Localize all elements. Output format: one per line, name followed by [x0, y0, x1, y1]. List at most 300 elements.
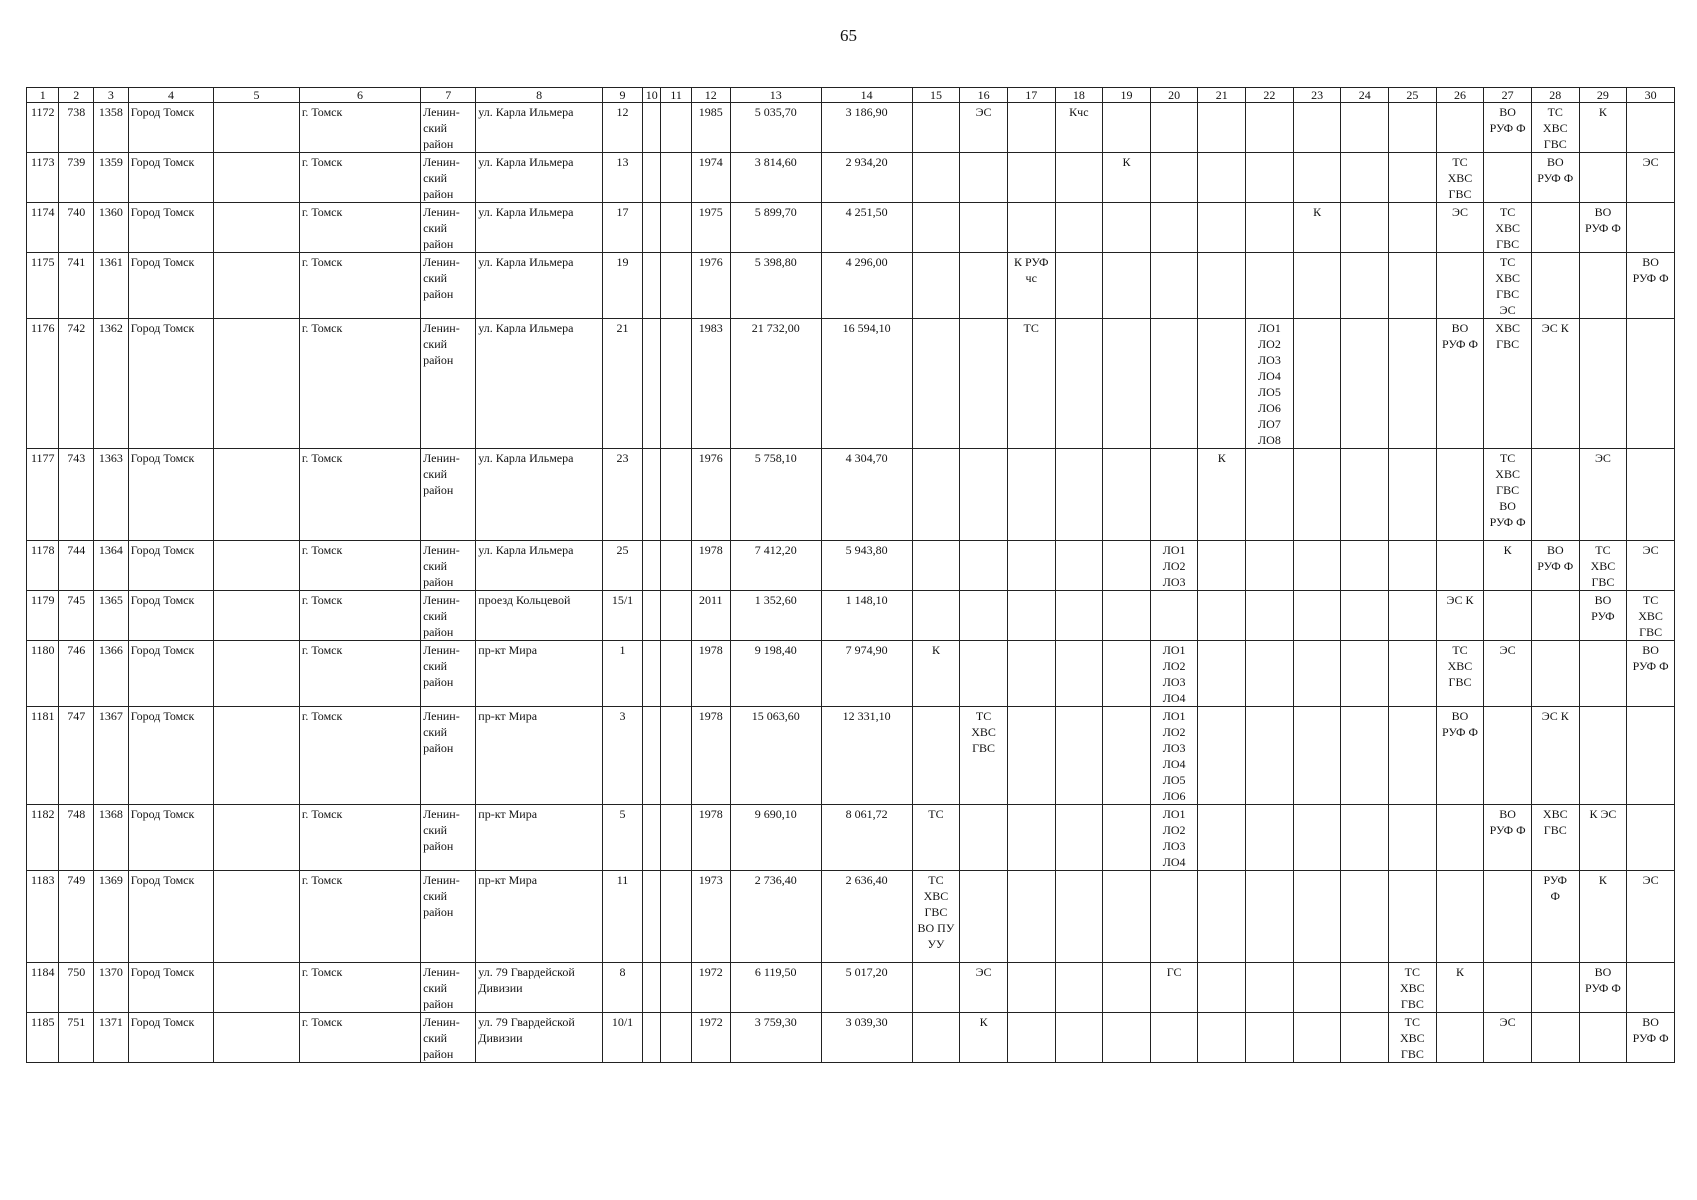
table-cell-col-7: Ленин- ский район	[421, 871, 476, 963]
table-cell-col-26	[1436, 541, 1484, 591]
table-cell-col-6: г. Томск	[299, 203, 420, 253]
table-cell-col-15: ТС ХВС ГВС ВО ПУ УУ	[912, 871, 960, 963]
table-cell-col-21	[1198, 541, 1246, 591]
table-cell-col-20: ЛО1 ЛО2 ЛО3 ЛО4	[1150, 805, 1198, 871]
table-cell-col-11	[661, 591, 691, 641]
table-cell-col-12: 1974	[691, 153, 730, 203]
table-cell-col-5	[214, 449, 300, 541]
table-cell-col-30	[1627, 103, 1675, 153]
table-cell-col-16: ЭС	[960, 963, 1008, 1013]
table-cell-col-7: Ленин- ский район	[421, 203, 476, 253]
table-cell-col-1: 1181	[27, 707, 59, 805]
table-cell-col-12: 1985	[691, 103, 730, 153]
table-cell-col-16	[960, 253, 1008, 319]
table-cell-col-27: ВО РУФ Ф	[1484, 805, 1532, 871]
table-cell-col-23	[1293, 541, 1341, 591]
table-cell-col-4: Город Томск	[128, 203, 214, 253]
table-cell-col-23	[1293, 449, 1341, 541]
table-cell-col-24	[1341, 1013, 1389, 1063]
table-cell-col-10	[643, 319, 661, 449]
column-header-8: 8	[476, 88, 603, 103]
table-cell-col-11	[661, 871, 691, 963]
table-cell-col-1: 1182	[27, 805, 59, 871]
table-cell-col-22	[1246, 203, 1294, 253]
table-cell-col-5	[214, 805, 300, 871]
table-cell-col-2: 738	[59, 103, 94, 153]
table-cell-col-10	[643, 641, 661, 707]
table-cell-col-21: К	[1198, 449, 1246, 541]
table-cell-col-22	[1246, 963, 1294, 1013]
table-cell-col-30: ЭС	[1627, 871, 1675, 963]
table-cell-col-23	[1293, 641, 1341, 707]
table-cell-col-20	[1150, 153, 1198, 203]
table-cell-col-20	[1150, 591, 1198, 641]
table-cell-col-28: ВО РУФ Ф	[1531, 153, 1579, 203]
table-cell-col-4: Город Томск	[128, 319, 214, 449]
table-cell-col-3: 1363	[94, 449, 129, 541]
table-cell-col-6: г. Томск	[299, 641, 420, 707]
table-cell-col-21	[1198, 203, 1246, 253]
table-cell-col-8: пр-кт Мира	[476, 871, 603, 963]
table-cell-col-18: Кчс	[1055, 103, 1103, 153]
table-cell-col-3: 1366	[94, 641, 129, 707]
table-cell-col-6: г. Томск	[299, 1013, 420, 1063]
table-cell-col-30: ВО РУФ Ф	[1627, 1013, 1675, 1063]
table-cell-col-9: 5	[602, 805, 642, 871]
table-cell-col-5	[214, 871, 300, 963]
table-cell-col-23	[1293, 871, 1341, 963]
table-cell-col-4: Город Томск	[128, 153, 214, 203]
table-cell-col-6: г. Томск	[299, 449, 420, 541]
table-cell-col-29: ВО РУФ	[1579, 591, 1627, 641]
table-cell-col-30: ВО РУФ Ф	[1627, 253, 1675, 319]
table-cell-col-23	[1293, 805, 1341, 871]
table-cell-col-18	[1055, 253, 1103, 319]
table-cell-col-10	[643, 805, 661, 871]
column-header-3: 3	[94, 88, 129, 103]
table-cell-col-21	[1198, 253, 1246, 319]
table-cell-col-14: 3 039,30	[821, 1013, 912, 1063]
table-cell-col-22: ЛО1 ЛО2 ЛО3 ЛО4 ЛО5 ЛО6 ЛО7 ЛО8	[1246, 319, 1294, 449]
table-cell-col-29	[1579, 1013, 1627, 1063]
table-cell-col-6: г. Томск	[299, 541, 420, 591]
table-cell-col-16	[960, 449, 1008, 541]
table-cell-col-11	[661, 203, 691, 253]
table-cell-col-8: пр-кт Мира	[476, 805, 603, 871]
table-cell-col-18	[1055, 641, 1103, 707]
table-row	[27, 707, 1675, 805]
table-cell-col-16: ЭС	[960, 103, 1008, 153]
table-cell-col-24	[1341, 591, 1389, 641]
table-cell-col-12: 1976	[691, 449, 730, 541]
table-cell-col-18	[1055, 449, 1103, 541]
table-cell-col-21	[1198, 641, 1246, 707]
table-cell-col-18	[1055, 963, 1103, 1013]
table-cell-col-18	[1055, 591, 1103, 641]
table-cell-col-11	[661, 253, 691, 319]
table-cell-col-13: 2 736,40	[730, 871, 821, 963]
table-cell-col-20	[1150, 1013, 1198, 1063]
table-cell-col-29: К	[1579, 103, 1627, 153]
table-cell-col-26: ТС ХВС ГВС	[1436, 153, 1484, 203]
table-cell-col-18	[1055, 805, 1103, 871]
table-cell-col-20	[1150, 203, 1198, 253]
table-cell-col-15: К	[912, 641, 960, 707]
table-cell-col-29: ТС ХВС ГВС	[1579, 541, 1627, 591]
table-cell-col-8: пр-кт Мира	[476, 641, 603, 707]
table-cell-col-15	[912, 963, 960, 1013]
table-cell-col-19	[1103, 591, 1151, 641]
table-cell-col-8: ул. Карла Ильмера	[476, 541, 603, 591]
column-header-27: 27	[1484, 88, 1532, 103]
table-cell-col-2: 744	[59, 541, 94, 591]
table-cell-col-18	[1055, 319, 1103, 449]
table-cell-col-29: К	[1579, 871, 1627, 963]
table-cell-col-3: 1364	[94, 541, 129, 591]
table-cell-col-19	[1103, 805, 1151, 871]
table-cell-col-21	[1198, 707, 1246, 805]
table-cell-col-16	[960, 871, 1008, 963]
table-cell-col-7: Ленин- ский район	[421, 319, 476, 449]
table-cell-col-10	[643, 591, 661, 641]
table-cell-col-21	[1198, 871, 1246, 963]
table-cell-col-28	[1531, 1013, 1579, 1063]
table-cell-col-14: 5 017,20	[821, 963, 912, 1013]
table-cell-col-1: 1173	[27, 153, 59, 203]
table-cell-col-5	[214, 1013, 300, 1063]
table-row	[27, 641, 1675, 707]
table-cell-col-7: Ленин- ский район	[421, 805, 476, 871]
table-cell-col-27	[1484, 707, 1532, 805]
table-cell-col-29	[1579, 707, 1627, 805]
table-cell-col-18	[1055, 541, 1103, 591]
table-cell-col-9: 17	[602, 203, 642, 253]
table-cell-col-6: г. Томск	[299, 707, 420, 805]
table-cell-col-1: 1180	[27, 641, 59, 707]
table-cell-col-14: 16 594,10	[821, 319, 912, 449]
table-cell-col-5	[214, 153, 300, 203]
column-header-28: 28	[1531, 88, 1579, 103]
table-cell-col-6: г. Томск	[299, 253, 420, 319]
table-cell-col-28	[1531, 963, 1579, 1013]
table-cell-col-18	[1055, 203, 1103, 253]
table-cell-col-17	[1007, 153, 1055, 203]
table-cell-col-22	[1246, 1013, 1294, 1063]
table-cell-col-22	[1246, 805, 1294, 871]
table-cell-col-22	[1246, 641, 1294, 707]
column-header-20: 20	[1150, 88, 1198, 103]
table-cell-col-28	[1531, 641, 1579, 707]
table-cell-col-23: К	[1293, 203, 1341, 253]
table-row	[27, 805, 1675, 871]
table-cell-col-28: ТС ХВС ГВС	[1531, 103, 1579, 153]
table-row	[27, 153, 1675, 203]
header-row	[27, 88, 1675, 103]
table-cell-col-22	[1246, 871, 1294, 963]
table-cell-col-23	[1293, 253, 1341, 319]
table-cell-col-17	[1007, 1013, 1055, 1063]
table-cell-col-11	[661, 1013, 691, 1063]
table-cell-col-30: ТС ХВС ГВС	[1627, 591, 1675, 641]
table-cell-col-16	[960, 203, 1008, 253]
table-cell-col-12: 1978	[691, 805, 730, 871]
table-cell-col-27	[1484, 153, 1532, 203]
table-cell-col-7: Ленин- ский район	[421, 541, 476, 591]
table-cell-col-7: Ленин- ский район	[421, 1013, 476, 1063]
table-cell-col-4: Город Томск	[128, 591, 214, 641]
table-cell-col-13: 5 899,70	[730, 203, 821, 253]
table-cell-col-8: ул. Карла Ильмера	[476, 153, 603, 203]
table-cell-col-5	[214, 203, 300, 253]
table-cell-col-26: ЭС	[1436, 203, 1484, 253]
table-cell-col-14: 3 186,90	[821, 103, 912, 153]
table-cell-col-1: 1179	[27, 591, 59, 641]
table-cell-col-30: ВО РУФ Ф	[1627, 641, 1675, 707]
table-cell-col-6: г. Томск	[299, 871, 420, 963]
table-cell-col-15	[912, 253, 960, 319]
table-cell-col-2: 751	[59, 1013, 94, 1063]
table-cell-col-9: 1	[602, 641, 642, 707]
table-cell-col-4: Город Томск	[128, 963, 214, 1013]
table-cell-col-13: 3 814,60	[730, 153, 821, 203]
table-cell-col-1: 1184	[27, 963, 59, 1013]
table-cell-col-20: ГС	[1150, 963, 1198, 1013]
table-cell-col-18	[1055, 707, 1103, 805]
table-cell-col-26	[1436, 871, 1484, 963]
column-header-4: 4	[128, 88, 214, 103]
column-header-6: 6	[299, 88, 420, 103]
column-header-12: 12	[691, 88, 730, 103]
table-cell-col-4: Город Томск	[128, 103, 214, 153]
table-cell-col-8: ул. Карла Ильмера	[476, 449, 603, 541]
table-cell-col-26	[1436, 449, 1484, 541]
registry-table	[26, 87, 1675, 1063]
table-cell-col-17: К РУФ чс	[1007, 253, 1055, 319]
table-cell-col-10	[643, 103, 661, 153]
table-cell-col-25	[1389, 253, 1437, 319]
table-cell-col-11	[661, 641, 691, 707]
table-cell-col-3: 1361	[94, 253, 129, 319]
table-cell-col-15	[912, 449, 960, 541]
table-cell-col-17	[1007, 641, 1055, 707]
table-cell-col-13: 5 758,10	[730, 449, 821, 541]
table-cell-col-10	[643, 707, 661, 805]
table-cell-col-19: К	[1103, 153, 1151, 203]
column-header-14: 14	[821, 88, 912, 103]
table-cell-col-23	[1293, 707, 1341, 805]
table-cell-col-18	[1055, 871, 1103, 963]
table-cell-col-3: 1370	[94, 963, 129, 1013]
table-cell-col-9: 3	[602, 707, 642, 805]
table-cell-col-21	[1198, 319, 1246, 449]
table-cell-col-30: ЭС	[1627, 541, 1675, 591]
table-cell-col-9: 15/1	[602, 591, 642, 641]
table-cell-col-27	[1484, 591, 1532, 641]
table-cell-col-28: ВО РУФ Ф	[1531, 541, 1579, 591]
table-cell-col-19	[1103, 871, 1151, 963]
column-header-7: 7	[421, 88, 476, 103]
table-cell-col-28	[1531, 203, 1579, 253]
table-cell-col-15	[912, 319, 960, 449]
column-header-21: 21	[1198, 88, 1246, 103]
table-cell-col-19	[1103, 449, 1151, 541]
table-body	[27, 103, 1675, 1063]
table-row	[27, 319, 1675, 449]
table-cell-col-2: 749	[59, 871, 94, 963]
table-cell-col-21	[1198, 963, 1246, 1013]
table-cell-col-4: Город Томск	[128, 541, 214, 591]
table-cell-col-20: ЛО1 ЛО2 ЛО3 ЛО4	[1150, 641, 1198, 707]
table-cell-col-26: К	[1436, 963, 1484, 1013]
table-row	[27, 963, 1675, 1013]
table-cell-col-29: ВО РУФ Ф	[1579, 203, 1627, 253]
table-cell-col-20	[1150, 103, 1198, 153]
table-cell-col-28	[1531, 591, 1579, 641]
table-cell-col-25: ТС ХВС ГВС	[1389, 963, 1437, 1013]
table-cell-col-15	[912, 541, 960, 591]
table-cell-col-1: 1177	[27, 449, 59, 541]
table-cell-col-18	[1055, 1013, 1103, 1063]
table-cell-col-14: 8 061,72	[821, 805, 912, 871]
table-cell-col-26	[1436, 253, 1484, 319]
table-cell-col-17	[1007, 103, 1055, 153]
table-cell-col-25	[1389, 203, 1437, 253]
table-cell-col-27: ВО РУФ Ф	[1484, 103, 1532, 153]
table-cell-col-17	[1007, 203, 1055, 253]
table-cell-col-3: 1362	[94, 319, 129, 449]
table-cell-col-15	[912, 1013, 960, 1063]
table-cell-col-21	[1198, 153, 1246, 203]
table-cell-col-10	[643, 253, 661, 319]
table-cell-col-7: Ленин- ский район	[421, 707, 476, 805]
table-row	[27, 871, 1675, 963]
table-cell-col-3: 1360	[94, 203, 129, 253]
table-cell-col-3: 1365	[94, 591, 129, 641]
table-cell-col-3: 1369	[94, 871, 129, 963]
table-cell-col-29	[1579, 253, 1627, 319]
table-cell-col-29	[1579, 641, 1627, 707]
table-cell-col-4: Город Томск	[128, 641, 214, 707]
table-cell-col-22	[1246, 449, 1294, 541]
table-cell-col-21	[1198, 1013, 1246, 1063]
table-cell-col-30	[1627, 319, 1675, 449]
table-cell-col-24	[1341, 871, 1389, 963]
column-header-16: 16	[960, 88, 1008, 103]
table-cell-col-12: 2011	[691, 591, 730, 641]
table-cell-col-13: 5 398,80	[730, 253, 821, 319]
table-cell-col-25	[1389, 103, 1437, 153]
table-cell-col-22	[1246, 591, 1294, 641]
table-cell-col-12: 1975	[691, 203, 730, 253]
table-cell-col-16: К	[960, 1013, 1008, 1063]
table-cell-col-19	[1103, 203, 1151, 253]
table-row	[27, 253, 1675, 319]
table-cell-col-20	[1150, 319, 1198, 449]
table-cell-col-11	[661, 103, 691, 153]
table-cell-col-19	[1103, 541, 1151, 591]
table-cell-col-25	[1389, 153, 1437, 203]
column-header-13: 13	[730, 88, 821, 103]
table-cell-col-13: 9 690,10	[730, 805, 821, 871]
table-cell-col-5	[214, 641, 300, 707]
table-cell-col-10	[643, 1013, 661, 1063]
table-cell-col-19	[1103, 103, 1151, 153]
table-cell-col-15	[912, 153, 960, 203]
table-cell-col-27: ЭС	[1484, 641, 1532, 707]
table-cell-col-24	[1341, 203, 1389, 253]
table-cell-col-15: ТС	[912, 805, 960, 871]
table-cell-col-21	[1198, 805, 1246, 871]
table-cell-col-2: 740	[59, 203, 94, 253]
table-cell-col-23	[1293, 591, 1341, 641]
table-cell-col-3: 1367	[94, 707, 129, 805]
table-cell-col-25	[1389, 319, 1437, 449]
column-header-19: 19	[1103, 88, 1151, 103]
table-cell-col-28: ЭС К	[1531, 319, 1579, 449]
table-cell-col-4: Город Томск	[128, 253, 214, 319]
table-cell-col-27	[1484, 871, 1532, 963]
table-cell-col-29	[1579, 319, 1627, 449]
table-cell-col-14: 7 974,90	[821, 641, 912, 707]
table-cell-col-2: 741	[59, 253, 94, 319]
table-cell-col-16	[960, 319, 1008, 449]
table-cell-col-24	[1341, 449, 1389, 541]
table-cell-col-2: 747	[59, 707, 94, 805]
table-cell-col-13: 1 352,60	[730, 591, 821, 641]
table-row	[27, 591, 1675, 641]
table-cell-col-17	[1007, 871, 1055, 963]
table-cell-col-8: ул. 79 Гвардейской Дивизии	[476, 963, 603, 1013]
column-header-15: 15	[912, 88, 960, 103]
table-cell-col-22	[1246, 253, 1294, 319]
table-cell-col-9: 10/1	[602, 1013, 642, 1063]
table-cell-col-20	[1150, 449, 1198, 541]
column-header-26: 26	[1436, 88, 1484, 103]
table-cell-col-25	[1389, 707, 1437, 805]
table-cell-col-27: ТС ХВС ГВС ЭС	[1484, 253, 1532, 319]
table-cell-col-27: ЭС	[1484, 1013, 1532, 1063]
table-cell-col-11	[661, 319, 691, 449]
table-cell-col-5	[214, 253, 300, 319]
table-cell-col-13: 6 119,50	[730, 963, 821, 1013]
table-cell-col-8: ул. Карла Ильмера	[476, 253, 603, 319]
table-cell-col-22	[1246, 153, 1294, 203]
table-cell-col-5	[214, 103, 300, 153]
table-cell-col-4: Город Томск	[128, 1013, 214, 1063]
table-cell-col-28	[1531, 449, 1579, 541]
table-cell-col-19	[1103, 641, 1151, 707]
table-cell-col-13: 3 759,30	[730, 1013, 821, 1063]
table-cell-col-13: 21 732,00	[730, 319, 821, 449]
column-header-23: 23	[1293, 88, 1341, 103]
table-cell-col-10	[643, 203, 661, 253]
table-cell-col-8: проезд Кольцевой	[476, 591, 603, 641]
table-cell-col-5	[214, 541, 300, 591]
table-cell-col-13: 7 412,20	[730, 541, 821, 591]
table-cell-col-11	[661, 963, 691, 1013]
table-cell-col-12: 1972	[691, 1013, 730, 1063]
table-cell-col-25	[1389, 449, 1437, 541]
table-cell-col-15	[912, 591, 960, 641]
table-cell-col-24	[1341, 641, 1389, 707]
column-header-17: 17	[1007, 88, 1055, 103]
table-cell-col-17	[1007, 591, 1055, 641]
column-header-11: 11	[661, 88, 691, 103]
table-cell-col-30	[1627, 805, 1675, 871]
table-cell-col-3: 1371	[94, 1013, 129, 1063]
table-cell-col-1: 1185	[27, 1013, 59, 1063]
column-header-5: 5	[214, 88, 300, 103]
